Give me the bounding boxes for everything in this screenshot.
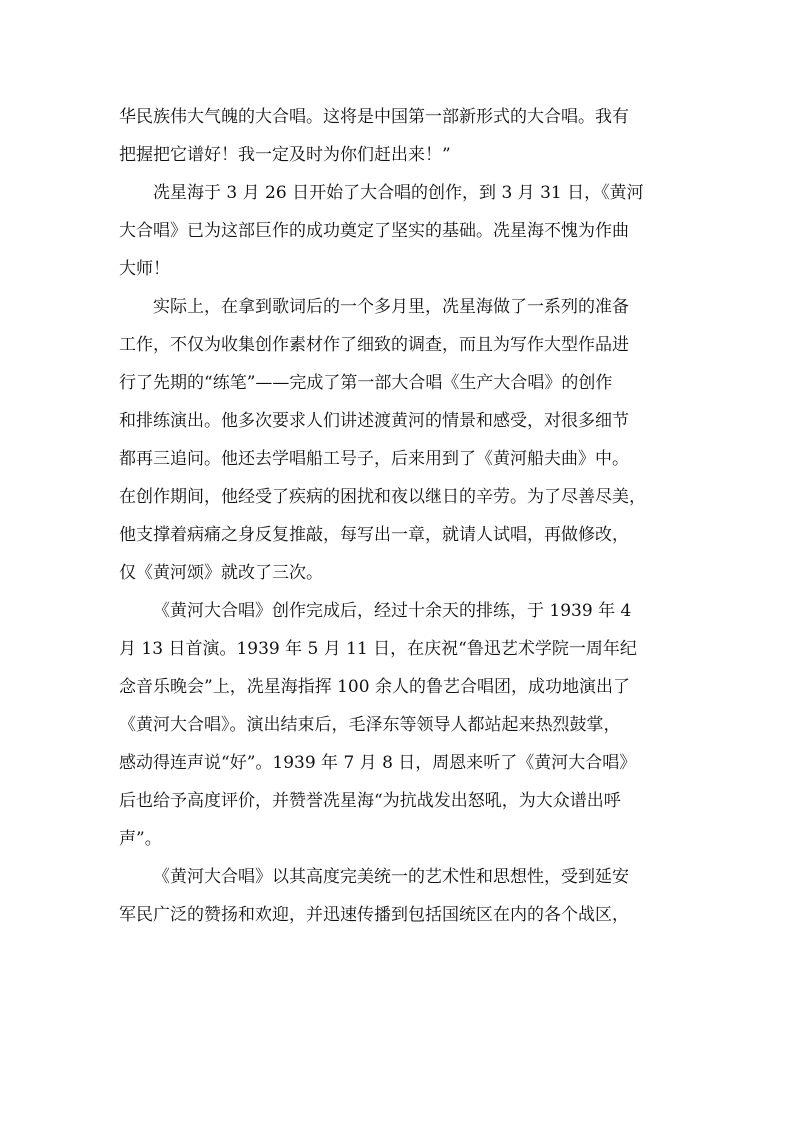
text-line: 军民广泛的赞扬和欢迎，并迅速传播到包括国统区在内的各个战区， bbox=[119, 905, 629, 925]
text-line: 和排练演出。他多次要求人们讲述渡黄河的情景和感受，对很多细节 bbox=[119, 411, 629, 431]
text-line: 都再三追问。他还去学唱船工号子，后来用到了《黄河船夫曲》中。 bbox=[119, 449, 629, 469]
text-line: 《黄河大合唱》。演出结束后，毛泽东等领导人都站起来热烈鼓掌， bbox=[119, 715, 621, 735]
text-line: 行了先期的“练笔”——完成了第一部大合唱《生产大合唱》的创作 bbox=[119, 373, 613, 393]
text-line: 在创作期间，他经受了疾病的困扰和夜以继日的辛劳。为了尽善尽美， bbox=[119, 487, 646, 507]
text-line: 感动得连声说“好”。1939 年 7 月 8 日，周恩来听了《黄河大合唱》 bbox=[119, 753, 637, 773]
text-line: 念音乐晚会”上，冼星海指挥 100 余人的鲁艺合唱团，成功地演出了 bbox=[119, 677, 630, 697]
text-line: 大合唱》已为这部巨作的成功奠定了坚实的基础。冼星海不愧为作曲 bbox=[119, 221, 629, 241]
text-line: 仅《黄河颂》就改了三次。 bbox=[119, 563, 323, 583]
text-line: 华民族伟大气魄的大合唱。这将是中国第一部新形式的大合唱。我有 bbox=[119, 107, 629, 127]
text-line: 后也给予高度评价，并赞誉冼星海“为抗战发出怒吼，为大众谱出呼 bbox=[119, 791, 621, 811]
paragraph-first-line: 《黄河大合唱》以其高度完美统一的艺术性和思想性，受到延安 bbox=[153, 867, 629, 887]
text-line: 他支撑着病痛之身反复推敲，每写出一章，就请人试唱，再做修改， bbox=[119, 525, 629, 545]
text-line: 声”。 bbox=[119, 829, 162, 849]
paragraph-first-line: 冼星海于 3 月 26 日开始了大合唱的创作，到 3 月 31 日，《黄河 bbox=[153, 183, 644, 203]
text-line: 把握把它谱好！我一定及时为你们赶出来！” bbox=[119, 145, 451, 165]
text-line: 大师！ bbox=[119, 259, 170, 279]
text-line: 月 13 日首演。1939 年 5 月 11 日，在庆祝“鲁迅艺术学院一周年纪 bbox=[119, 639, 637, 659]
paragraph-first-line: 实际上，在拿到歌词后的一个多月里，冼星海做了一系列的准备 bbox=[153, 297, 629, 317]
text-line: 工作，不仅为收集创作素材作了细致的调查，而且为写作大型作品进 bbox=[119, 335, 629, 355]
paragraph-first-line: 《黄河大合唱》创作完成后，经过十余天的排练，于 1939 年 4 bbox=[153, 601, 632, 621]
body-text bbox=[119, 98, 679, 934]
